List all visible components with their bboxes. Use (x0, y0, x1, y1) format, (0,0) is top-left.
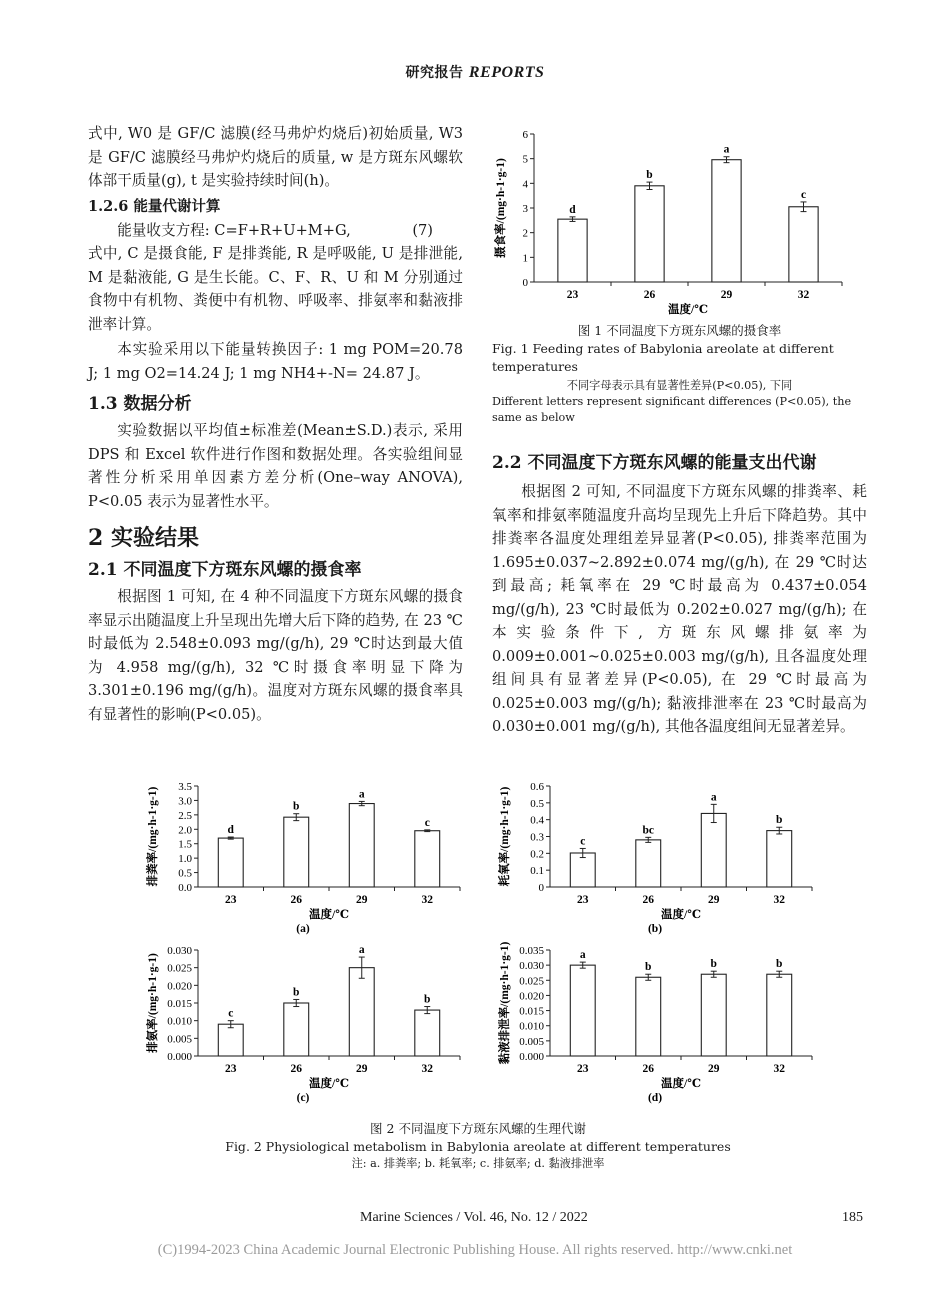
bar (636, 977, 661, 1056)
y-tick-label: 3.0 (178, 795, 192, 808)
significance-letter: c (228, 1007, 234, 1020)
y-tick-label: 0.5 (530, 797, 544, 810)
y-tick-label: 0.2 (530, 848, 544, 861)
header-title: 研究报告 (405, 65, 464, 81)
significance-letter: c (424, 816, 430, 829)
significance-letter: b (776, 814, 783, 827)
copyright-line: (C)1994-2023 China Academic Journal Electronic Publishing House. All rights reserved. http://www.cnki.net (157, 1242, 793, 1258)
y-tick-label: 1 (522, 252, 528, 265)
y-tick-label: 0.020 (167, 980, 192, 993)
section-2-2: 2.2 不同温度下方斑东风螺的能量支出代谢 (492, 453, 817, 473)
bar (218, 1024, 243, 1056)
bar (701, 813, 726, 887)
x-tick-label: 32 (797, 289, 810, 301)
fig2-caption-en: Fig. 2 Physiological metabolism in Babylonia areolate at different temperatures (225, 1139, 731, 1154)
x-axis-label: 温度/℃ (668, 304, 708, 316)
equation-number: (7) (412, 221, 433, 239)
y-tick-label: 4 (522, 178, 528, 191)
fig1-caption-en: Fig. 1 Feeding rates of Babylonia areolate at different temperatures (492, 341, 834, 374)
para-energy-expenditure: 根据图 2 可知, 不同温度下方斑东风螺的排粪率、耗氧率和排氨率随温度升高均呈现先上升后下降趋势。其中排粪率各温度处理组差异显著(P<0.05), 排粪率范围为 1.695±0.037~2.892±0.074 mg/(g/h), 在 29 ℃时达到最高; 耗氧率在 29 ℃时最高为 0.437±0.054 mg/(g/h), 23 ℃时最低为 0.202±0.027 mg/(g/h); 在本实验条件下, 方斑东风螺排氨率为 0.009±0.001~0.025±0.003 mg/(g/h), 且各温度处理组间具有显著差异(P<0.05), 在 29 ℃时最高为 0.025±0.003 mg/(g/h); 黏液排泄率在 23 ℃时最高为 0.030±0.001 mg/(g/h), 其他各温度组间无显著差异。 (492, 483, 867, 735)
x-axis-label: 温度/℃ (661, 909, 701, 921)
significance-letter: a (723, 143, 730, 156)
section-2: 2 实验结果 (88, 525, 199, 551)
para-feeding-rate: 根据图 1 可知, 在 4 种不同温度下方斑东风螺的摄食率显示出随温度上升呈现出先增大后下降的趋势, 在 23 ℃时最低为 2.548±0.093 mg/(g/h), 29 ℃时达到最大值为 4.958 mg/(g/h), 32 ℃时摄食率明显下降为 3.301±0.196 mg/(g/h)。温度对方斑东风螺的摄食率具有显著性的影响(P<0.05)。 (88, 588, 463, 723)
x-axis-label: 温度/℃ (309, 909, 349, 921)
y-tick-label: 0.010 (167, 1015, 192, 1028)
y-tick-label: 0.0 (178, 882, 192, 894)
significance-letter: c (800, 188, 807, 201)
significance-letter: a (710, 791, 717, 804)
figure-2d-chart (492, 936, 832, 1106)
y-tick-label: 0.005 (167, 1033, 192, 1046)
x-tick-label: 23 (566, 289, 579, 301)
y-tick-label: 0.3 (530, 831, 544, 844)
significance-letter: a (579, 949, 586, 962)
footer-journal: Marine Sciences / Vol. 46, No. 12 / 2022 (360, 1210, 588, 1225)
y-tick-label: 0.020 (519, 990, 544, 1003)
x-tick-label: 26 (642, 1063, 654, 1075)
bar (712, 160, 741, 282)
y-tick-label: 1.5 (178, 838, 192, 851)
y-tick-label: 0.000 (519, 1051, 544, 1063)
bar (635, 186, 664, 282)
x-tick-label: 23 (577, 1063, 589, 1075)
running-header (0, 62, 950, 82)
y-tick-label: 0.000 (167, 1051, 192, 1063)
significance-letter: b (293, 800, 300, 813)
y-tick-label: 0.5 (178, 867, 192, 880)
panel-label: (d) (647, 1092, 663, 1104)
y-axis-label: 排粪率/(mg·h-1·g-1) (147, 786, 159, 887)
significance-letter: b (776, 958, 783, 971)
figure-2c-chart (140, 936, 480, 1106)
y-tick-label: 2.0 (178, 824, 192, 837)
y-tick-label: 2.5 (178, 809, 192, 822)
y-tick-label: 0.015 (167, 998, 192, 1010)
bar (415, 831, 440, 887)
significance-letter: a (358, 944, 365, 957)
footer-page-number: 185 (842, 1210, 863, 1225)
fig2-caption-cn: 图 2 不同温度下方斑东风螺的生理代谢 (370, 1121, 586, 1136)
y-tick-label: 0.005 (519, 1035, 544, 1048)
x-tick-label: 29 (356, 894, 368, 906)
x-tick-label: 29 (720, 289, 733, 301)
figure-2a-chart (140, 772, 480, 937)
y-tick-label: 1.0 (178, 853, 192, 866)
y-tick-label: 0.025 (519, 975, 544, 988)
panel-label: (a) (296, 923, 310, 935)
figure-2-caption (88, 1120, 868, 1172)
para-energy-terms: 式中, C 是摄食能, F 是排粪能, R 是呼吸能, U 是排泄能, M 是黏液能, G 是生长能。C、F、R、U 和 M 分别通过食物中有机物、粪便中有机物、呼吸率、排氨率和黏液排泄率计算。 (88, 245, 463, 333)
x-tick-label: 23 (225, 1063, 237, 1075)
right-column (492, 322, 867, 739)
x-tick-label: 29 (356, 1063, 368, 1075)
bar (570, 853, 595, 887)
y-tick-label: 2 (522, 227, 528, 240)
figure-2b-chart (492, 772, 832, 937)
figure-1-chart (492, 120, 872, 320)
x-axis-label: 温度/℃ (309, 1078, 349, 1090)
para-formula-explain: 式中, W0 是 GF/C 滤膜(经马弗炉灼烧后)初始质量, W3是 GF/C 滤膜经马弗炉灼烧后的质量, w 是方斑东风螺软体部干质量(g), t 是实验持续时间(h)。 (88, 125, 463, 189)
y-tick-label: 5 (522, 153, 528, 166)
left-column (88, 122, 463, 726)
bar (284, 817, 309, 887)
fig1-caption-cn: 图 1 不同温度下方斑东风螺的摄食率 (577, 323, 782, 338)
y-tick-label: 0 (522, 277, 528, 289)
section-2-1: 2.1 不同温度下方斑东风螺的摄食率 (88, 560, 362, 580)
y-tick-label: 0.010 (519, 1020, 544, 1033)
x-tick-label: 26 (290, 894, 302, 906)
y-tick-label: 0.4 (530, 814, 544, 827)
y-tick-label: 0.1 (530, 865, 544, 878)
section-1-2-6: 1.2.6 能量代谢计算 (88, 197, 221, 215)
x-axis-label: 温度/℃ (661, 1078, 701, 1090)
bar (415, 1010, 440, 1056)
fig2-note: 注: a. 排粪率; b. 耗氧率; c. 排氨率; d. 黏液排泄率 (351, 1157, 605, 1170)
y-tick-label: 0.030 (167, 945, 192, 957)
equation-text: 能量收支方程: C=F+R+U+M+G, (117, 221, 351, 239)
x-tick-label: 26 (643, 289, 656, 301)
significance-letter: b (293, 986, 300, 999)
y-tick-label: 6 (522, 129, 528, 141)
x-tick-label: 32 (773, 894, 785, 906)
significance-letter: d (569, 203, 576, 216)
panel-label: (c) (296, 1092, 310, 1104)
significance-letter: b (645, 961, 652, 974)
bar (767, 974, 792, 1056)
bar (789, 207, 818, 282)
panel-label: (b) (647, 923, 663, 935)
bar (349, 804, 374, 887)
bar (570, 965, 595, 1056)
bar (284, 1003, 309, 1056)
fig1-note-cn: 不同字母表示具有显著性差异(P<0.05), 下同 (566, 379, 793, 392)
x-tick-label: 32 (421, 894, 433, 906)
significance-letter: b (424, 993, 431, 1006)
y-tick-label: 0.035 (519, 945, 544, 957)
bar (349, 968, 374, 1056)
y-axis-label: 摄食率/(mg·h-1·g-1) (495, 158, 507, 258)
para-data-analysis: 实验数据以平均值±标准差(Mean±S.D.)表示, 采用 DPS 和 Excel 软件进行作图和数据处理。各实验组间显著性分析采用单因素方差分析(One–way ANOVA), P<0.05 表示为显著性水平。 (88, 422, 463, 510)
y-tick-label: 0.025 (167, 962, 192, 975)
y-tick-label: 0 (538, 882, 544, 894)
x-tick-label: 32 (773, 1063, 785, 1075)
significance-letter: b (710, 958, 717, 971)
bar (701, 974, 726, 1056)
significance-letter: d (227, 824, 234, 837)
y-axis-label: 耗氧率/(mg·h-1·g-1) (499, 786, 511, 887)
x-tick-label: 23 (225, 894, 237, 906)
fig1-note-en: Different letters represent significant differences (P<0.05), the same as below (492, 395, 852, 424)
x-tick-label: 23 (577, 894, 589, 906)
x-tick-label: 26 (642, 894, 654, 906)
significance-letter: a (358, 788, 365, 801)
significance-letter: c (580, 835, 586, 848)
x-tick-label: 26 (290, 1063, 302, 1075)
bar (558, 219, 587, 282)
para-conversion: 本实验采用以下能量转换因子: 1 mg POM=20.78 J; 1 mg O2=14.24 J; 1 mg NH4+-N= 24.87 J。 (88, 341, 463, 382)
bar (636, 840, 661, 887)
y-tick-label: 0.6 (530, 781, 544, 793)
y-tick-label: 3 (522, 203, 528, 215)
y-tick-label: 0.030 (519, 960, 544, 973)
y-tick-label: 0.015 (519, 1005, 544, 1018)
significance-letter: bc (642, 824, 654, 837)
section-1-3: 1.3 数据分析 (88, 394, 192, 414)
y-axis-label: 排氨率/(mg·h-1·g-1) (147, 953, 159, 1053)
y-axis-label: 黏液排泄率/(mg·h-1·g-1) (499, 941, 511, 1065)
bar (218, 838, 243, 887)
header-reports: REPORTS (468, 64, 545, 81)
significance-letter: b (646, 169, 653, 182)
equation-7 (88, 219, 463, 243)
x-tick-label: 29 (708, 894, 720, 906)
x-tick-label: 32 (421, 1063, 433, 1075)
bar (767, 831, 792, 887)
x-tick-label: 29 (708, 1063, 720, 1075)
y-tick-label: 3.5 (178, 781, 192, 793)
